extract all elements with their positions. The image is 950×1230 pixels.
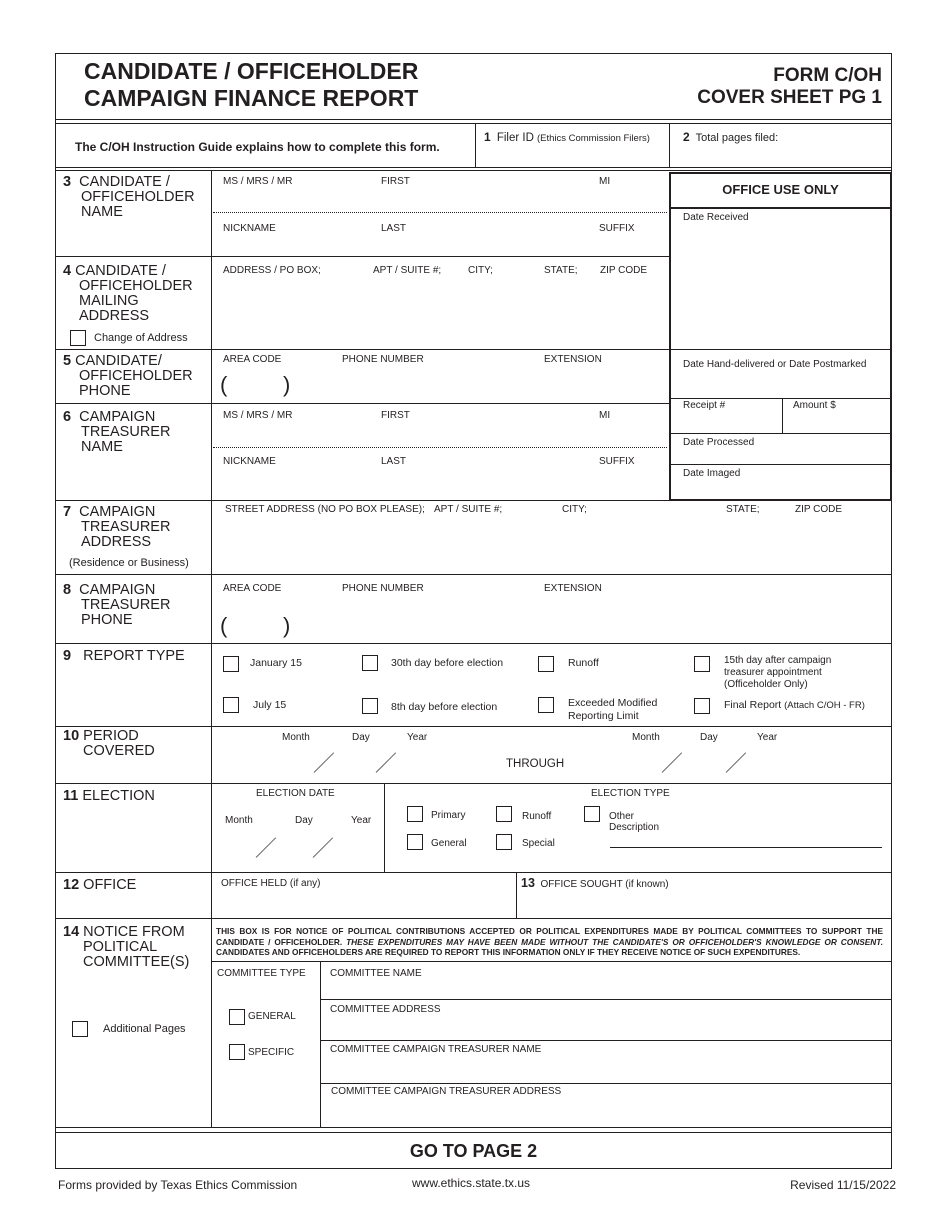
- period-from-day-label: Day: [352, 732, 370, 743]
- report-8th-label: 8th day before election: [391, 701, 498, 713]
- change-of-address-label: Change of Address: [94, 332, 188, 344]
- s4-zip-label: ZIP CODE: [600, 265, 648, 276]
- committee-treasurer-name-input[interactable]: [322, 1058, 890, 1082]
- footer-provided-by: Forms provided by Texas Ethics Commission: [58, 1178, 298, 1192]
- additional-pages-label: Additional Pages: [103, 1023, 186, 1035]
- s5-close-paren: ): [283, 372, 291, 397]
- report-exceeded-checkbox[interactable]: [538, 697, 554, 713]
- committee-name-input[interactable]: [322, 982, 890, 999]
- committee-address-input[interactable]: [322, 1018, 890, 1040]
- committee-treasurer-address-label: COMMITTEE CAMPAIGN TREASURER ADDRESS: [331, 1086, 562, 1097]
- committee-treasurer-name-label: COMMITTEE CAMPAIGN TREASURER NAME: [330, 1044, 542, 1055]
- form-title-line2: CAMPAIGN FINANCE REPORT: [84, 85, 419, 111]
- period-to-input[interactable]: [580, 745, 880, 780]
- through-label: THROUGH: [506, 758, 565, 770]
- s8-phone-input[interactable]: [213, 598, 890, 642]
- s4-city-label: CITY;: [468, 265, 493, 276]
- section-11-label: 11 ELECTION: [63, 788, 155, 804]
- election-general-label: General: [431, 838, 467, 849]
- office-sought-input[interactable]: [518, 893, 888, 917]
- s8-open-paren: (: [220, 613, 228, 638]
- notice-text: THIS BOX IS FOR NOTICE OF POLITICAL CONTRIBUTIONS ACCEPTED OR POLITICAL EXPENDITURES MADE BY POLITICAL COMMITTEES TO SUPPORT THE CANDIDATE / OFFICEHOLDER. THESE EXPENDITURES MAY HAVE BEEN MADE WITHOUT THE CANDIDATE'S OR OFFICEHOLDER'S KNOWLEDGE OR CONSENT. CANDIDATES AND OFFICEHOLDERS ARE REQUIRED TO REPORT THIS INFORMATION ONLY IF THEY RECEIVE NOTICE OF SUCH EXPENDITURES.: [216, 926, 884, 958]
- s4-address-label: ADDRESS / PO BOX;: [223, 265, 321, 276]
- s6-treasurer-name-input[interactable]: [213, 404, 668, 499]
- committee-type-label: COMMITTEE TYPE: [217, 968, 306, 979]
- report-15th-label-1: 15th day after campaign: [724, 655, 832, 666]
- total-pages-field[interactable]: 2 Total pages filed:: [683, 130, 779, 144]
- section-10-label: 10 PERIOD COVERED: [63, 728, 155, 759]
- instruction-text: The C/OH Instruction Guide explains how to complete this form.: [75, 140, 440, 154]
- election-runoff-checkbox[interactable]: [496, 806, 512, 822]
- report-runoff-label: Runoff: [568, 657, 599, 669]
- receipt-label: Receipt #: [683, 400, 726, 411]
- date-hand-delivered-label: Date Hand-delivered or Date Postmarked: [683, 359, 867, 370]
- election-other-label-2: Description: [609, 822, 660, 833]
- report-15th-checkbox[interactable]: [694, 656, 710, 672]
- period-from-year-label: Year: [407, 732, 428, 743]
- election-date-input[interactable]: [213, 830, 383, 870]
- period-from-input[interactable]: [213, 745, 493, 780]
- section-3-label: 3 CANDIDATE / OFFICEHOLDER NAME: [63, 174, 195, 220]
- s6-suffix-label: SUFFIX: [599, 456, 635, 467]
- form-id: FORM C/OH: [773, 65, 882, 86]
- s3-last-label: LAST: [381, 223, 407, 234]
- date-received-label: Date Received: [683, 212, 749, 223]
- report-15th-label-2: treasurer appointment: [724, 667, 822, 678]
- s3-name-input[interactable]: [213, 172, 668, 256]
- s6-mi-label: MI: [599, 410, 611, 421]
- date-imaged-label: Date Imaged: [683, 468, 741, 479]
- section-8-label: 8 CAMPAIGN TREASURER PHONE: [63, 582, 171, 628]
- report-jul15-label: July 15: [253, 699, 287, 711]
- footer-url[interactable]: www.ethics.state.tx.us: [412, 1176, 531, 1190]
- s7-street-label: STREET ADDRESS (NO PO BOX PLEASE);: [225, 504, 425, 515]
- footer-revised: Revised 11/15/2022: [790, 1178, 896, 1192]
- section-6-label: 6 CAMPAIGN TREASURER NAME: [63, 409, 171, 455]
- s8-close-paren: ): [283, 613, 291, 638]
- election-general-checkbox[interactable]: [407, 834, 423, 850]
- section-12-label: 12 OFFICE: [63, 877, 137, 893]
- filer-id-field[interactable]: 1 Filer ID (Ethics Commission Filers): [484, 130, 650, 144]
- election-month-label: Month: [225, 815, 253, 826]
- s6-mrs-label: MS / MRS / MR: [223, 410, 293, 421]
- go-to-page-2: GO TO PAGE 2: [409, 1141, 538, 1161]
- election-type-label: ELECTION TYPE: [591, 788, 670, 799]
- s4-state-label: STATE;: [544, 265, 578, 276]
- s7-treasurer-address-input[interactable]: [213, 518, 890, 573]
- office-held-input[interactable]: [213, 893, 515, 917]
- office-use-title: OFFICE USE ONLY: [722, 182, 839, 197]
- period-from-month-label: Month: [282, 732, 310, 743]
- s7-residence-note: (Residence or Business): [69, 557, 189, 569]
- committee-treasurer-address-input[interactable]: [322, 1100, 890, 1126]
- s8-ext-label: EXTENSION: [544, 583, 602, 594]
- report-jul15-checkbox[interactable]: [223, 697, 239, 713]
- report-30th-label: 30th day before election: [391, 657, 504, 669]
- report-final-checkbox[interactable]: [694, 698, 710, 714]
- date-processed-label: Date Processed: [683, 437, 755, 448]
- report-final-label: Final Report (Attach C/OH - FR): [724, 699, 865, 711]
- report-jan15-label: January 15: [250, 657, 302, 669]
- s4-apt-label: APT / SUITE #;: [373, 265, 442, 276]
- s4-address-input[interactable]: [213, 280, 668, 348]
- section-4-label: 4 CANDIDATE / OFFICEHOLDER MAILING ADDRESS: [63, 263, 193, 324]
- s7-state-label: STATE;: [726, 504, 760, 515]
- change-of-address-checkbox[interactable]: [70, 330, 86, 346]
- committee-general-checkbox[interactable]: [229, 1009, 245, 1025]
- election-primary-checkbox[interactable]: [407, 806, 423, 822]
- s5-phone-label: PHONE NUMBER: [342, 354, 424, 365]
- election-runoff-label: Runoff: [522, 811, 552, 822]
- committee-general-label: GENERAL: [248, 1011, 296, 1022]
- section-5-label: 5 CANDIDATE/ OFFICEHOLDER PHONE: [63, 353, 193, 399]
- election-special-label: Special: [522, 838, 555, 849]
- s3-first-label: FIRST: [381, 176, 410, 187]
- election-date-label: ELECTION DATE: [256, 788, 335, 799]
- section-14-label: 14 NOTICE FROM POLITICAL COMMITTEE(S): [63, 924, 190, 970]
- report-jan15-checkbox[interactable]: [223, 656, 239, 672]
- election-day-label: Day: [295, 815, 313, 826]
- s3-mi-label: MI: [599, 176, 611, 187]
- committee-specific-checkbox[interactable]: [229, 1044, 245, 1060]
- s3-mrs-label: MS / MRS / MR: [223, 176, 293, 187]
- office-held-label: OFFICE HELD (if any): [221, 878, 321, 889]
- s6-last-label: LAST: [381, 456, 407, 467]
- other-description-line[interactable]: [610, 847, 882, 848]
- section-9-label: 9 REPORT TYPE: [63, 648, 185, 664]
- election-primary-label: Primary: [431, 810, 466, 821]
- committee-name-label: COMMITTEE NAME: [330, 968, 422, 979]
- s6-nickname-label: NICKNAME: [223, 456, 276, 467]
- s3-suffix-label: SUFFIX: [599, 223, 635, 234]
- s5-ext-label: EXTENSION: [544, 354, 602, 365]
- report-15th-label-3: (Officeholder Only): [724, 679, 808, 690]
- period-to-day-label: Day: [700, 732, 718, 743]
- s8-area-label: AREA CODE: [223, 583, 282, 594]
- s7-city-label: CITY;: [562, 504, 587, 515]
- section-7-label: 7 CAMPAIGN TREASURER ADDRESS: [63, 504, 171, 550]
- report-exceeded-label-2: Reporting Limit: [568, 710, 639, 722]
- form-title-line1: CANDIDATE / OFFICEHOLDER: [84, 58, 419, 84]
- report-30th-checkbox[interactable]: [362, 655, 378, 671]
- s7-apt-label: APT / SUITE #;: [434, 504, 503, 515]
- additional-pages-checkbox[interactable]: [72, 1021, 88, 1037]
- report-8th-checkbox[interactable]: [362, 698, 378, 714]
- s7-zip-label: ZIP CODE: [795, 504, 843, 515]
- election-other-checkbox[interactable]: [584, 806, 600, 822]
- s5-phone-input[interactable]: [213, 368, 668, 402]
- committee-specific-label: SPECIFIC: [248, 1047, 295, 1058]
- election-other-label-1: Other: [609, 811, 635, 822]
- s8-phone-label: PHONE NUMBER: [342, 583, 424, 594]
- period-to-month-label: Month: [632, 732, 660, 743]
- s3-nickname-label: NICKNAME: [223, 223, 276, 234]
- election-year-label: Year: [351, 815, 372, 826]
- s5-open-paren: (: [220, 372, 228, 397]
- office-sought-label: 13 OFFICE SOUGHT (if known): [521, 876, 669, 890]
- committee-address-label: COMMITTEE ADDRESS: [330, 1004, 441, 1015]
- report-exceeded-label-1: Exceeded Modified: [568, 697, 658, 709]
- cover-sheet-label: COVER SHEET PG 1: [697, 87, 882, 108]
- election-special-checkbox[interactable]: [496, 834, 512, 850]
- amount-label: Amount $: [793, 400, 836, 411]
- report-runoff-checkbox[interactable]: [538, 656, 554, 672]
- s5-area-label: AREA CODE: [223, 354, 282, 365]
- period-to-year-label: Year: [757, 732, 778, 743]
- s6-first-label: FIRST: [381, 410, 410, 421]
